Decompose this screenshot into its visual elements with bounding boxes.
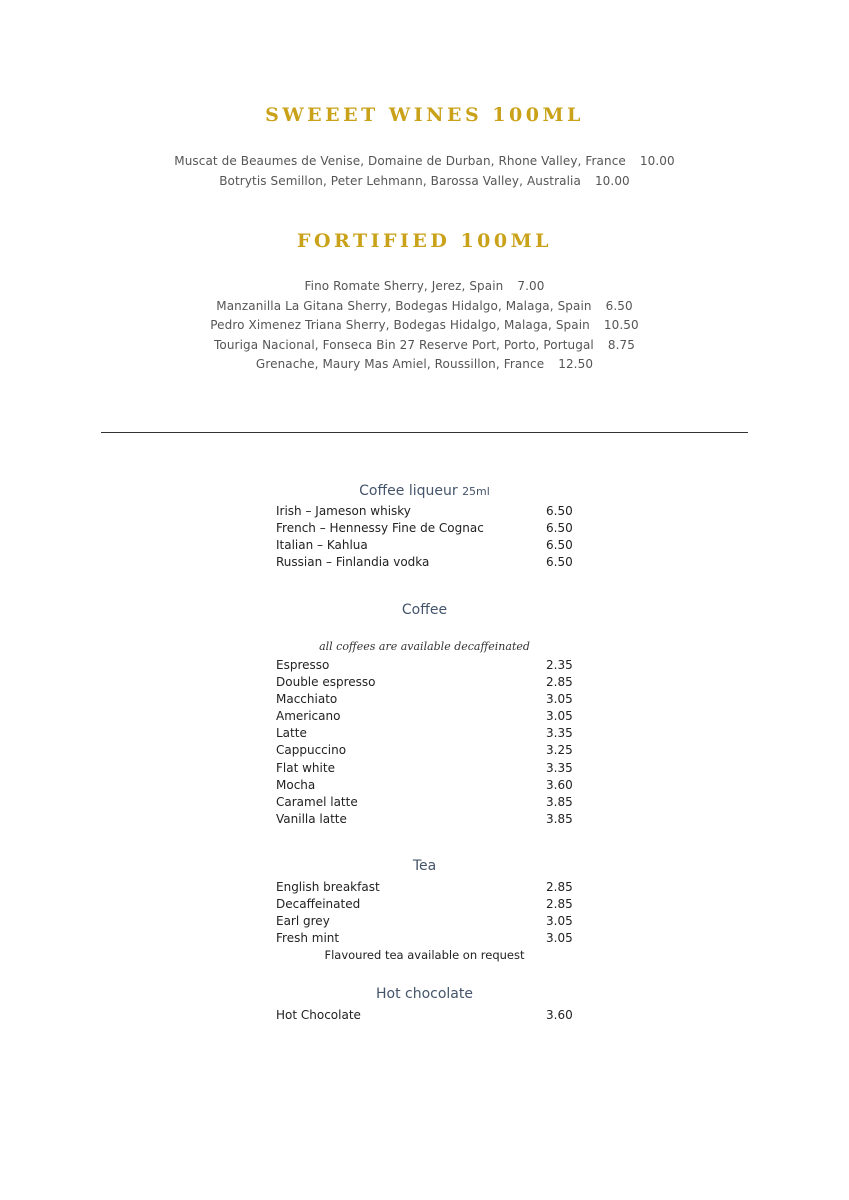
item-price: 2.85 [546,897,573,912]
item-price: 3.05 [546,931,573,946]
tea-flavour-note: Flavoured tea available on request [324,948,525,962]
item-name: Latte [276,726,307,741]
item-price: 3.60 [546,777,573,792]
item-name: Mocha [276,777,316,792]
item-price: 2.85 [546,880,573,894]
list-item [0,277,849,297]
section-divider [101,432,748,433]
item-price: 3.35 [546,726,573,741]
list-item [276,811,576,828]
item-price: 3.05 [546,914,573,929]
list-item [0,152,849,172]
list-item [276,554,576,571]
wine-price: 12.50 [558,357,594,371]
item-name: Russian – Finlandia vodka [276,555,430,570]
wine-price: 10.50 [603,318,639,332]
item-price: 6.50 [546,504,573,518]
wine-name: Manzanilla La Gitana Sherry, Bodegas Hidalgo, Malaga, Spain [216,298,592,313]
item-price: 3.35 [546,760,573,775]
item-name: Macchiato [276,692,338,707]
list-item [276,879,576,896]
list-item [276,537,576,554]
coffee-decaf-note: all coffees are available decaffeinated [319,640,530,653]
item-name: Double espresso [276,675,376,690]
item-name: Cappuccino [276,743,347,758]
wine-name: Muscat de Beaumes de Venise, Domaine de Durban, Rhone Valley, France [174,154,626,168]
item-name: Decaffeinated [276,897,361,912]
wine-price: 6.50 [605,298,633,313]
item-price: 3.05 [546,692,573,707]
wine-price: 8.75 [607,337,635,352]
item-price: 3.25 [546,743,573,758]
item-price: 3.85 [546,794,573,809]
item-name: Fresh mint [276,931,340,946]
list-item [276,725,576,742]
list-item [276,657,576,674]
list-item [0,297,849,317]
sweet-wines-list [0,152,849,191]
coffee-liqueur-title [0,483,849,499]
item-name: Caramel latte [276,794,358,809]
coffee-liqueur-list [276,503,576,571]
hot-chocolate-list [276,1007,576,1024]
item-price: 6.50 [546,555,573,570]
item-name: Italian – Kahlua [276,538,368,553]
list-item [276,691,576,708]
wine-name: Pedro Ximenez Triana Sherry, Bodegas Hidalgo, Malaga, Spain [210,318,590,332]
wine-price: 10.00 [639,154,675,168]
wine-name: Fino Romate Sherry, Jerez, Spain [304,279,504,293]
wine-name: Grenache, Maury Mas Amiel, Roussillon, France [255,357,545,371]
list-item [276,503,576,520]
item-name: English breakfast [276,880,380,894]
item-name: Flat white [276,760,335,775]
coffee-liqueur-title-text: Coffee liqueur [359,483,458,499]
fortified-title: FORTIFIED 100ML [296,230,553,252]
list-item [0,355,849,375]
tea-title: Tea [412,858,437,874]
item-name: Earl grey [276,914,330,929]
coffee-liqueur-size: 25ml [462,485,490,498]
item-name: French – Hennessy Fine de Cognac [276,521,484,536]
item-name: Irish – Jameson whisky [276,504,411,518]
list-item [276,760,576,777]
item-name: Americano [276,709,341,724]
item-name: Hot Chocolate [276,1008,361,1022]
list-item [276,896,576,913]
item-name: Vanilla latte [276,811,347,826]
item-price: 3.60 [546,1008,573,1022]
list-item [276,1007,576,1024]
tea-list [276,879,576,947]
list-item [0,336,849,356]
list-item [276,913,576,930]
coffee-title: Coffee [401,602,448,618]
hot-chocolate-title: Hot chocolate [375,986,473,1002]
list-item [276,708,576,725]
list-item [0,316,849,336]
item-price: 3.05 [546,709,573,724]
item-name: Espresso [276,658,330,672]
list-item [276,777,576,794]
item-price: 2.35 [546,658,573,672]
item-price: 2.85 [546,675,573,690]
item-price: 6.50 [546,521,573,536]
list-item [0,172,849,192]
item-price: 6.50 [546,538,573,553]
wine-name: Touriga Nacional, Fonseca Bin 27 Reserve Port, Porto, Portugal [214,337,594,352]
coffee-list [276,657,576,828]
sweet-wines-title: SWEEET WINES 100ML [265,104,584,126]
list-item [276,930,576,947]
list-item [276,674,576,691]
wine-price: 10.00 [594,173,630,188]
wine-price: 7.00 [517,279,545,293]
list-item [276,742,576,759]
wine-name: Botrytis Semillon, Peter Lehmann, Barossa Valley, Australia [219,173,581,188]
fortified-list [0,277,849,375]
item-price: 3.85 [546,811,573,826]
list-item [276,794,576,811]
list-item [276,520,576,537]
